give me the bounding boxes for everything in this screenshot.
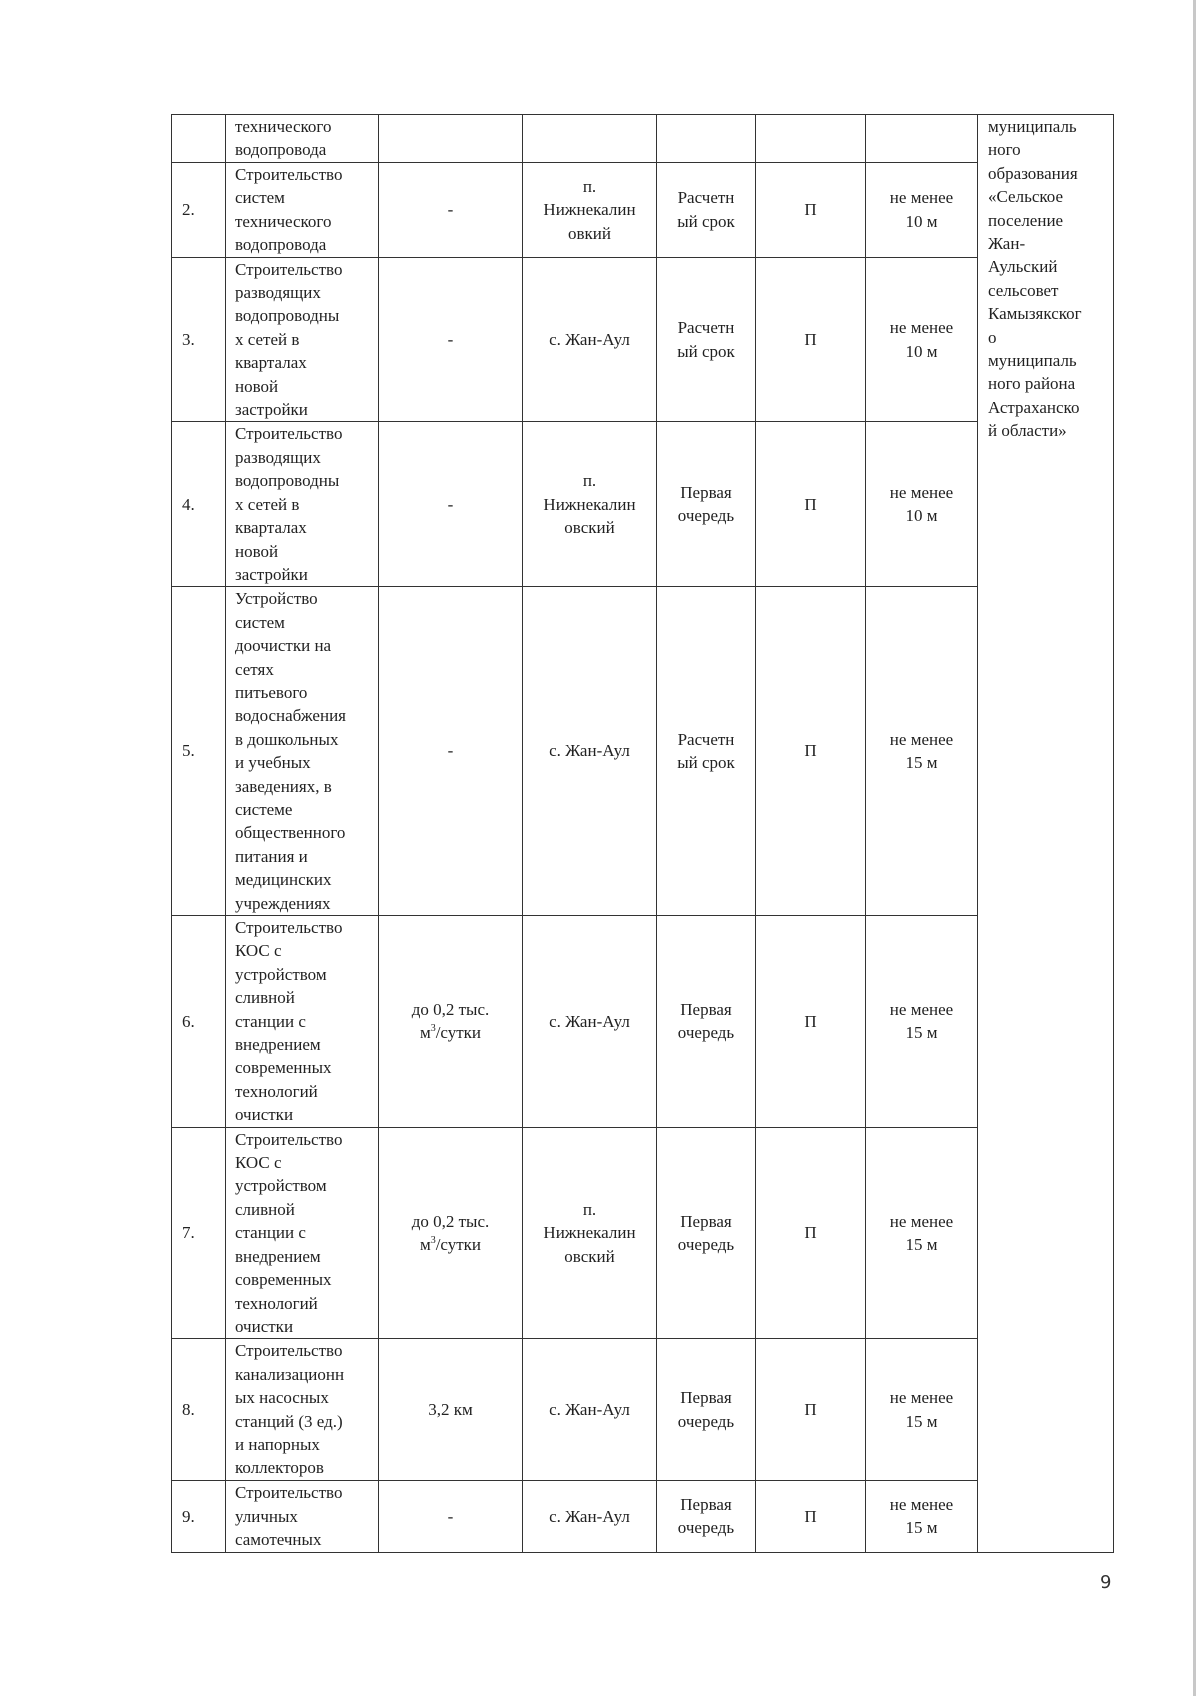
row-number: 2. — [172, 163, 226, 258]
stage-line: очередь — [677, 506, 735, 526]
zone-cell — [866, 916, 978, 1128]
measure-name-line: питания и — [235, 846, 308, 866]
stage-cell — [657, 916, 756, 1128]
measure-name-line: очистки — [235, 1316, 294, 1336]
measure-name-cell — [226, 1127, 379, 1339]
measure-name-line: водопроводны — [235, 471, 340, 491]
measure-name-line: и напорных — [235, 1434, 320, 1454]
status-cell: П — [756, 163, 866, 258]
location-cell — [523, 257, 657, 422]
measure-name-line: водопроводны — [235, 306, 340, 326]
location-line: п. — [582, 1199, 597, 1219]
location-cell — [523, 1481, 657, 1552]
row-number: 7. — [172, 1127, 226, 1339]
zone-line: не менее — [889, 482, 954, 502]
capacity-line: до 0,2 тыс. — [411, 999, 490, 1019]
stage-cell — [657, 587, 756, 916]
measure-name-line: современных — [235, 1058, 332, 1078]
measure-name-cell — [226, 916, 379, 1128]
zone-line: не менее — [889, 318, 954, 338]
page-number: 9 — [1100, 1572, 1112, 1593]
zone-cell — [866, 1481, 978, 1552]
zone-cell — [866, 587, 978, 916]
measure-name-line: технологий — [235, 1081, 318, 1101]
table-row — [172, 163, 1114, 258]
zone-line: не менее — [889, 999, 954, 1019]
measure-name-line: технического — [235, 211, 332, 231]
measure-name-line: общественного — [235, 823, 346, 843]
measure-name-line: станции с — [235, 1011, 306, 1031]
status-cell: П — [756, 1481, 866, 1552]
table-row — [172, 587, 1114, 916]
page-edge-shadow — [1193, 0, 1196, 1696]
capacity-line: - — [447, 1506, 454, 1526]
measure-name-cell — [226, 587, 379, 916]
measure-name-cell — [226, 1481, 379, 1552]
capacity-line: - — [447, 200, 454, 220]
zone-line: не менее — [889, 729, 954, 749]
table-row — [172, 1127, 1114, 1339]
location-line: п. — [582, 176, 597, 196]
table-row — [172, 1339, 1114, 1481]
table-row — [172, 1481, 1114, 1552]
row-number: 5. — [172, 587, 226, 916]
location-cell — [523, 916, 657, 1128]
row-number: 8. — [172, 1339, 226, 1481]
capacity-line: 3,2 км — [428, 1400, 473, 1420]
responsible-party-line: Астраханско — [988, 397, 1080, 417]
status-cell: П — [756, 587, 866, 916]
row-number: 4. — [172, 422, 226, 587]
location-line: п. — [582, 471, 597, 491]
location-line: с. Жан-Аул — [549, 1506, 630, 1526]
responsible-party-line: образования — [988, 163, 1078, 183]
stage-line: ый срок — [677, 753, 735, 773]
measure-name-line: учреждениях — [235, 893, 331, 913]
responsible-party-line: й области» — [988, 421, 1067, 441]
measure-name-line: водоснабжения — [235, 706, 346, 726]
measure-name-line: х сетей в — [235, 329, 300, 349]
measure-name-line: питьевого — [235, 682, 308, 702]
location-cell — [523, 1339, 657, 1481]
stage-line: очередь — [677, 1234, 735, 1254]
measure-name-line: станции с — [235, 1223, 306, 1243]
location-cell — [523, 422, 657, 587]
stage-line: Первая — [680, 1388, 732, 1408]
stage-line: Расчетн — [677, 188, 735, 208]
location-line: овский — [564, 518, 615, 538]
stage-cell — [657, 1481, 756, 1552]
superscript-3: 3 — [430, 1023, 436, 1035]
location-cell — [523, 163, 657, 258]
row-number — [172, 115, 226, 163]
responsible-party-cell — [978, 115, 1114, 1553]
zone-line: 15 м — [905, 1411, 938, 1431]
responsible-party-line: о — [988, 327, 997, 347]
status-cell: П — [756, 916, 866, 1128]
stage-cell — [657, 422, 756, 587]
measure-name-line: Строительство — [235, 918, 343, 937]
measure-name-line: внедрением — [235, 1246, 321, 1266]
measure-name-line: КОС с — [235, 941, 282, 961]
measure-name-line: внедрением — [235, 1035, 321, 1055]
stage-line: Расчетн — [677, 729, 735, 749]
measure-name-line: застройки — [235, 400, 308, 420]
capacity-cell — [379, 1339, 523, 1481]
measure-name-line: устройством — [235, 964, 327, 984]
stage-line: Первая — [680, 1211, 732, 1231]
capacity-cell — [379, 1481, 523, 1552]
capacity-cell — [379, 916, 523, 1128]
measure-name-line: КОС с — [235, 1153, 282, 1173]
measure-name-line: систем — [235, 612, 285, 632]
measure-name-cell — [226, 163, 379, 258]
stage-cell — [657, 115, 756, 163]
responsible-party-line: муниципаль — [988, 351, 1077, 371]
responsible-party-line: муниципаль — [988, 117, 1077, 136]
stage-cell — [657, 163, 756, 258]
measure-name-line: устройством — [235, 1176, 327, 1196]
capacity-cell — [379, 115, 523, 163]
zone-cell — [866, 422, 978, 587]
location-line: овкий — [568, 223, 611, 243]
location-line: с. Жан-Аул — [549, 1011, 630, 1031]
measure-name-cell — [226, 115, 379, 163]
table-row — [172, 257, 1114, 422]
measure-name-line: новой — [235, 376, 279, 396]
zone-line: 15 м — [905, 1023, 938, 1043]
measure-name-line: застройки — [235, 564, 308, 584]
capacity-cell — [379, 587, 523, 916]
zone-cell — [866, 115, 978, 163]
measure-name-cell — [226, 257, 379, 422]
zone-line: 15 м — [905, 1234, 938, 1254]
capacity-line: до 0,2 тыс. — [411, 1211, 490, 1231]
measure-name-line: систем — [235, 188, 285, 208]
zone-line: 15 м — [905, 753, 938, 773]
measure-name-line: Строительство — [235, 1129, 343, 1149]
row-number: 6. — [172, 916, 226, 1128]
location-line: Нижнекалин — [543, 494, 636, 514]
zone-cell — [866, 1339, 978, 1481]
status-cell: П — [756, 1339, 866, 1481]
stage-line: очередь — [677, 1518, 735, 1538]
location-line: Нижнекалин — [543, 200, 636, 220]
measure-name-line: технологий — [235, 1293, 318, 1313]
capacity-cell — [379, 257, 523, 422]
capacity-cell — [379, 163, 523, 258]
zone-line: 10 м — [905, 341, 938, 361]
measure-name-line: системе — [235, 799, 293, 819]
location-line: с. Жан-Аул — [549, 1400, 630, 1420]
measure-name-line: станций (3 ед.) — [235, 1411, 343, 1431]
measure-name-line: канализационн — [235, 1364, 345, 1384]
measure-name-line: технического — [235, 117, 332, 136]
stage-line: очередь — [677, 1023, 735, 1043]
zone-cell — [866, 163, 978, 258]
responsible-party-line: сельсовет — [988, 280, 1059, 300]
capacity-line: - — [447, 741, 454, 761]
status-cell: П — [756, 1127, 866, 1339]
row-number: 9. — [172, 1481, 226, 1552]
responsible-party-line: Жан- — [988, 234, 1026, 254]
zone-line: 10 м — [905, 506, 938, 526]
responsible-party-line: поселение — [988, 210, 1064, 230]
measure-name-line: заведениях, в — [235, 776, 332, 796]
measure-name-line: Строительство — [235, 259, 343, 279]
measure-name-line: Строительство — [235, 1341, 343, 1361]
measure-name-line: современных — [235, 1270, 332, 1290]
stage-line: Расчетн — [677, 318, 735, 338]
measure-name-line: водопровода — [235, 235, 327, 255]
capacity-line: - — [447, 494, 454, 514]
zone-line: 10 м — [905, 211, 938, 231]
measure-name-cell — [226, 422, 379, 587]
capacity-cell — [379, 1127, 523, 1339]
location-line: с. Жан-Аул — [549, 741, 630, 761]
superscript-3: 3 — [430, 1234, 436, 1246]
zone-line: не менее — [889, 1388, 954, 1408]
stage-line: ый срок — [677, 341, 735, 361]
measure-name-cell — [226, 1339, 379, 1481]
zone-line: 15 м — [905, 1518, 938, 1538]
zone-line: не менее — [889, 1211, 954, 1231]
measure-name-line: доочистки на — [235, 636, 332, 656]
measure-name-line: разводящих — [235, 447, 321, 467]
stage-cell — [657, 1127, 756, 1339]
infrastructure-table — [171, 114, 1114, 1553]
responsible-party-line: ного района — [988, 374, 1076, 394]
measure-name-line: самотечных — [235, 1530, 322, 1550]
stage-line: Первая — [680, 999, 732, 1019]
zone-cell — [866, 1127, 978, 1339]
measure-name-line: новой — [235, 541, 279, 561]
measure-name-line: в дошкольных — [235, 729, 339, 749]
status-cell — [756, 115, 866, 163]
measure-name-line: сливной — [235, 988, 295, 1008]
stage-cell — [657, 1339, 756, 1481]
capacity-line: $м^3$/сутки — [419, 1234, 482, 1254]
measure-name-line: медицинских — [235, 870, 332, 890]
location-cell — [523, 115, 657, 163]
measure-name-line: очистки — [235, 1105, 294, 1125]
zone-cell — [866, 257, 978, 422]
stage-line: очередь — [677, 1411, 735, 1431]
measure-name-line: коллекторов — [235, 1458, 324, 1478]
table-row — [172, 916, 1114, 1128]
capacity-cell — [379, 422, 523, 587]
stage-line: Первая — [680, 1495, 732, 1515]
measure-name-line: кварталах — [235, 518, 307, 538]
row-number: 3. — [172, 257, 226, 422]
stage-line: Первая — [680, 482, 732, 502]
responsible-party-line: Камызякског — [988, 304, 1082, 324]
measure-name-line: и учебных — [235, 753, 311, 773]
table-row — [172, 422, 1114, 587]
location-cell — [523, 587, 657, 916]
status-cell: П — [756, 257, 866, 422]
measure-name-line: водопровода — [235, 140, 327, 160]
zone-line: не менее — [889, 1495, 954, 1515]
capacity-line: $м^3$/сутки — [419, 1023, 482, 1043]
status-cell: П — [756, 422, 866, 587]
measure-name-line: Устройство — [235, 589, 318, 609]
measure-name-line: сливной — [235, 1199, 295, 1219]
measure-name-line: ых насосных — [235, 1388, 329, 1408]
measure-name-line: уличных — [235, 1506, 298, 1526]
responsible-party-line: ного — [988, 140, 1021, 160]
stage-cell — [657, 257, 756, 422]
location-line: Нижнекалин — [543, 1223, 636, 1243]
zone-line: не менее — [889, 188, 954, 208]
stage-line: ый срок — [677, 211, 735, 231]
measure-name-line: Строительство — [235, 1483, 343, 1503]
location-line: с. Жан-Аул — [549, 329, 630, 349]
measure-name-line: Строительство — [235, 424, 343, 444]
location-cell — [523, 1127, 657, 1339]
measure-name-line: кварталах — [235, 353, 307, 373]
capacity-line: - — [447, 329, 454, 349]
measure-name-line: сетях — [235, 659, 274, 679]
responsible-party-line: Аульский — [988, 257, 1058, 277]
measure-name-line: х сетей в — [235, 494, 300, 514]
measure-name-line: Строительство — [235, 165, 343, 184]
measure-name-line: разводящих — [235, 283, 321, 303]
responsible-party-line: «Сельское — [988, 187, 1064, 207]
table-row — [172, 115, 1114, 163]
location-line: овский — [564, 1246, 615, 1266]
